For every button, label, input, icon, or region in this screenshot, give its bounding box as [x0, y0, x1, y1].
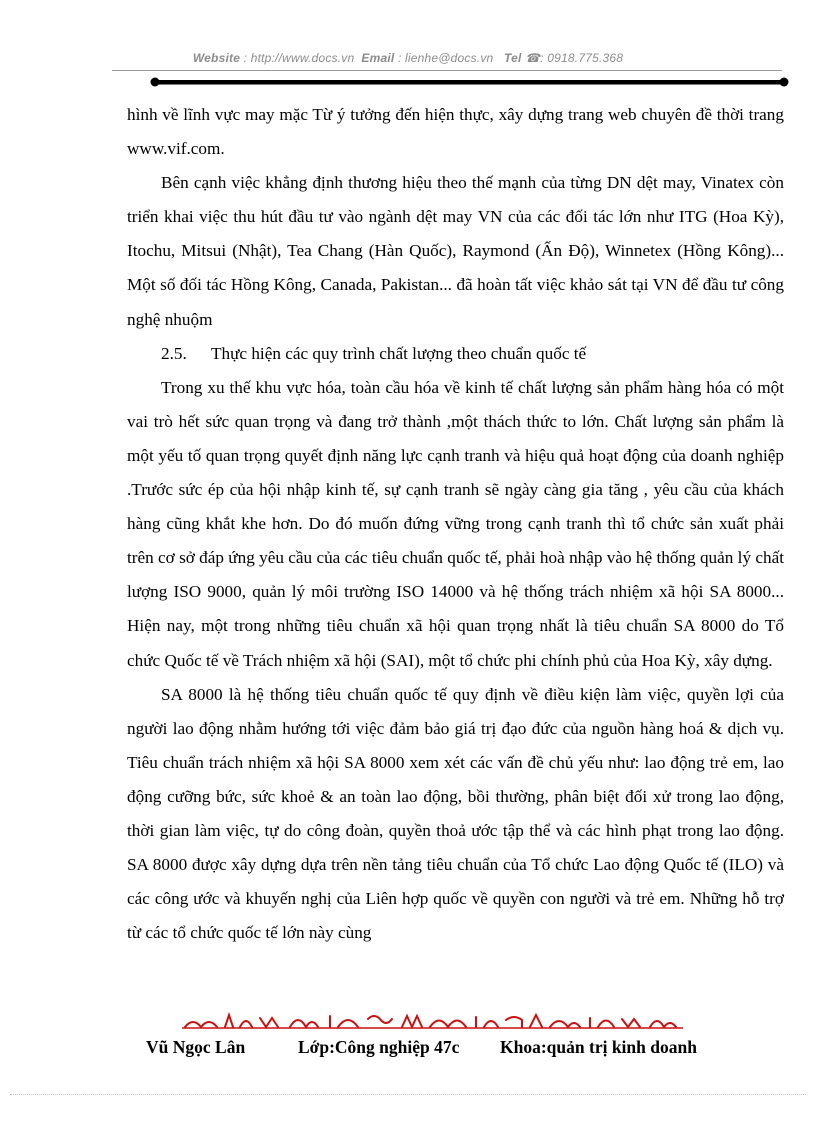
bar-line: [158, 80, 782, 85]
email-label: Email: [361, 51, 395, 65]
page-header: [0, 51, 816, 65]
paragraph-3: Trong xu thế khu vực hóa, toàn cầu hóa về kinh tế chất lượng sản phẩm hàng hóa có một vai trò hết sức quan trọng và đang trở thành ,một thách thức to lớn. Chất lượng sản phẩm là một yếu tố quan trọng quyết định năng lực cạnh tranh và hiệu quả hoạt động của doanh nghiệp .Trước sức ép của hội nhập kinh tế, sự cạnh tranh sẽ ngày càng gia tăng , yêu cầu của khách hàng cũng khắt khe hơn. Do đó muốn đứng vững trong cạnh tranh thì tổ chức sản xuất phải trên cơ sở đáp ứng yêu cầu của các tiêu chuẩn quốc tế, phải hoà nhập vào hệ thống quản lý chất lượng ISO 9000, quản lý môi trường ISO 14000 và hệ thống trách nhiệm xã hội SA 8000... Hiện nay, một trong những tiêu chuẩn xã hội quan trọng nhất là tiêu chuẩn SA 8000 do Tổ chức Quốc tế về Trách nhiệm xã hội (SAI), một tổ chức phi chính phủ của Hoa Kỳ, xây dựng.: [127, 377, 784, 670]
header-divider: [112, 70, 782, 71]
footer-class: Lớp:Công nghiệp 47c: [298, 1037, 460, 1057]
section-number: 2.5.: [161, 343, 187, 363]
website-value: : http://www.docs.vn: [243, 51, 355, 65]
section-title: Thực hiện các quy trình chất lượng theo chuẩn quốc tế: [211, 343, 587, 363]
footer-author: Vũ Ngọc Lân: [146, 1037, 246, 1057]
paragraph-2: Bên cạnh việc khẳng định thương hiệu theo thế mạnh của từng DN dệt may, Vinatex còn triển khai việc thu hút đầu tư vào ngành dệt may VN của các đối tác lớn như ITG (Hoa Kỳ), Itochu, Mitsui (Nhật), Tea Chang (Hàn Quốc), Raymond (Ấn Độ), Winnetex (Hồng Kông)... Một số đối tác Hồng Kông, Canada, Pakistan... đã hoàn tất việc khảo sát tại VN để đầu tư công nghệ nhuộm: [127, 173, 784, 329]
header-decorative-bar: [150, 76, 790, 88]
ornament-scroll: [185, 1015, 676, 1027]
phone-icon: ☎: [525, 51, 541, 65]
website-label: Website: [192, 51, 241, 65]
footer-faculty: Khoa:quản trị kinh doanh: [500, 1037, 697, 1057]
tel-value: : 0918.775.368: [540, 51, 624, 65]
tel-label: Tel: [504, 51, 522, 65]
paragraph-4: SA 8000 là hệ thống tiêu chuẩn quốc tế quy định về điều kiện làm việc, quyền lợi của người lao động nhằm hướng tới việc đảm bảo giá trị đạo đức của nguồn hàng hoá & dịch vụ. Tiêu chuẩn trách nhiệm xã hội SA 8000 xem xét các vấn đề chủ yếu như: lao động trẻ em, lao động cưỡng bức, sức khoẻ & an toàn lao động, bồi thường, phân biệt đối xử trong lao động, thời gian làm việc, tự do công đoàn, quyền thoả ước tập thể và các hình phạt trong lao động. SA 8000 được xây dựng dựa trên nền tảng tiêu chuẩn của Tổ chức Lao động Quốc tế (ILO) và các công ước và khuyến nghị của Liên hợp quốc về quyền con người và trẻ em. Những hỗ trợ từ các tổ chức quốc tế lớn này cùng: [127, 684, 784, 943]
document-body: [127, 98, 784, 950]
section-heading: [127, 337, 784, 371]
footer-ornament: [180, 1010, 685, 1032]
paragraph-1: hình về lĩnh vực may mặc Từ ý tưởng đến hiện thực, xây dựng trang web chuyên đề thời trang www.vif.com.: [127, 105, 784, 159]
email-value: : lienhe@docs.vn: [397, 51, 494, 65]
page-bottom-border: [10, 1094, 806, 1095]
bar-right-dot: [780, 78, 789, 87]
